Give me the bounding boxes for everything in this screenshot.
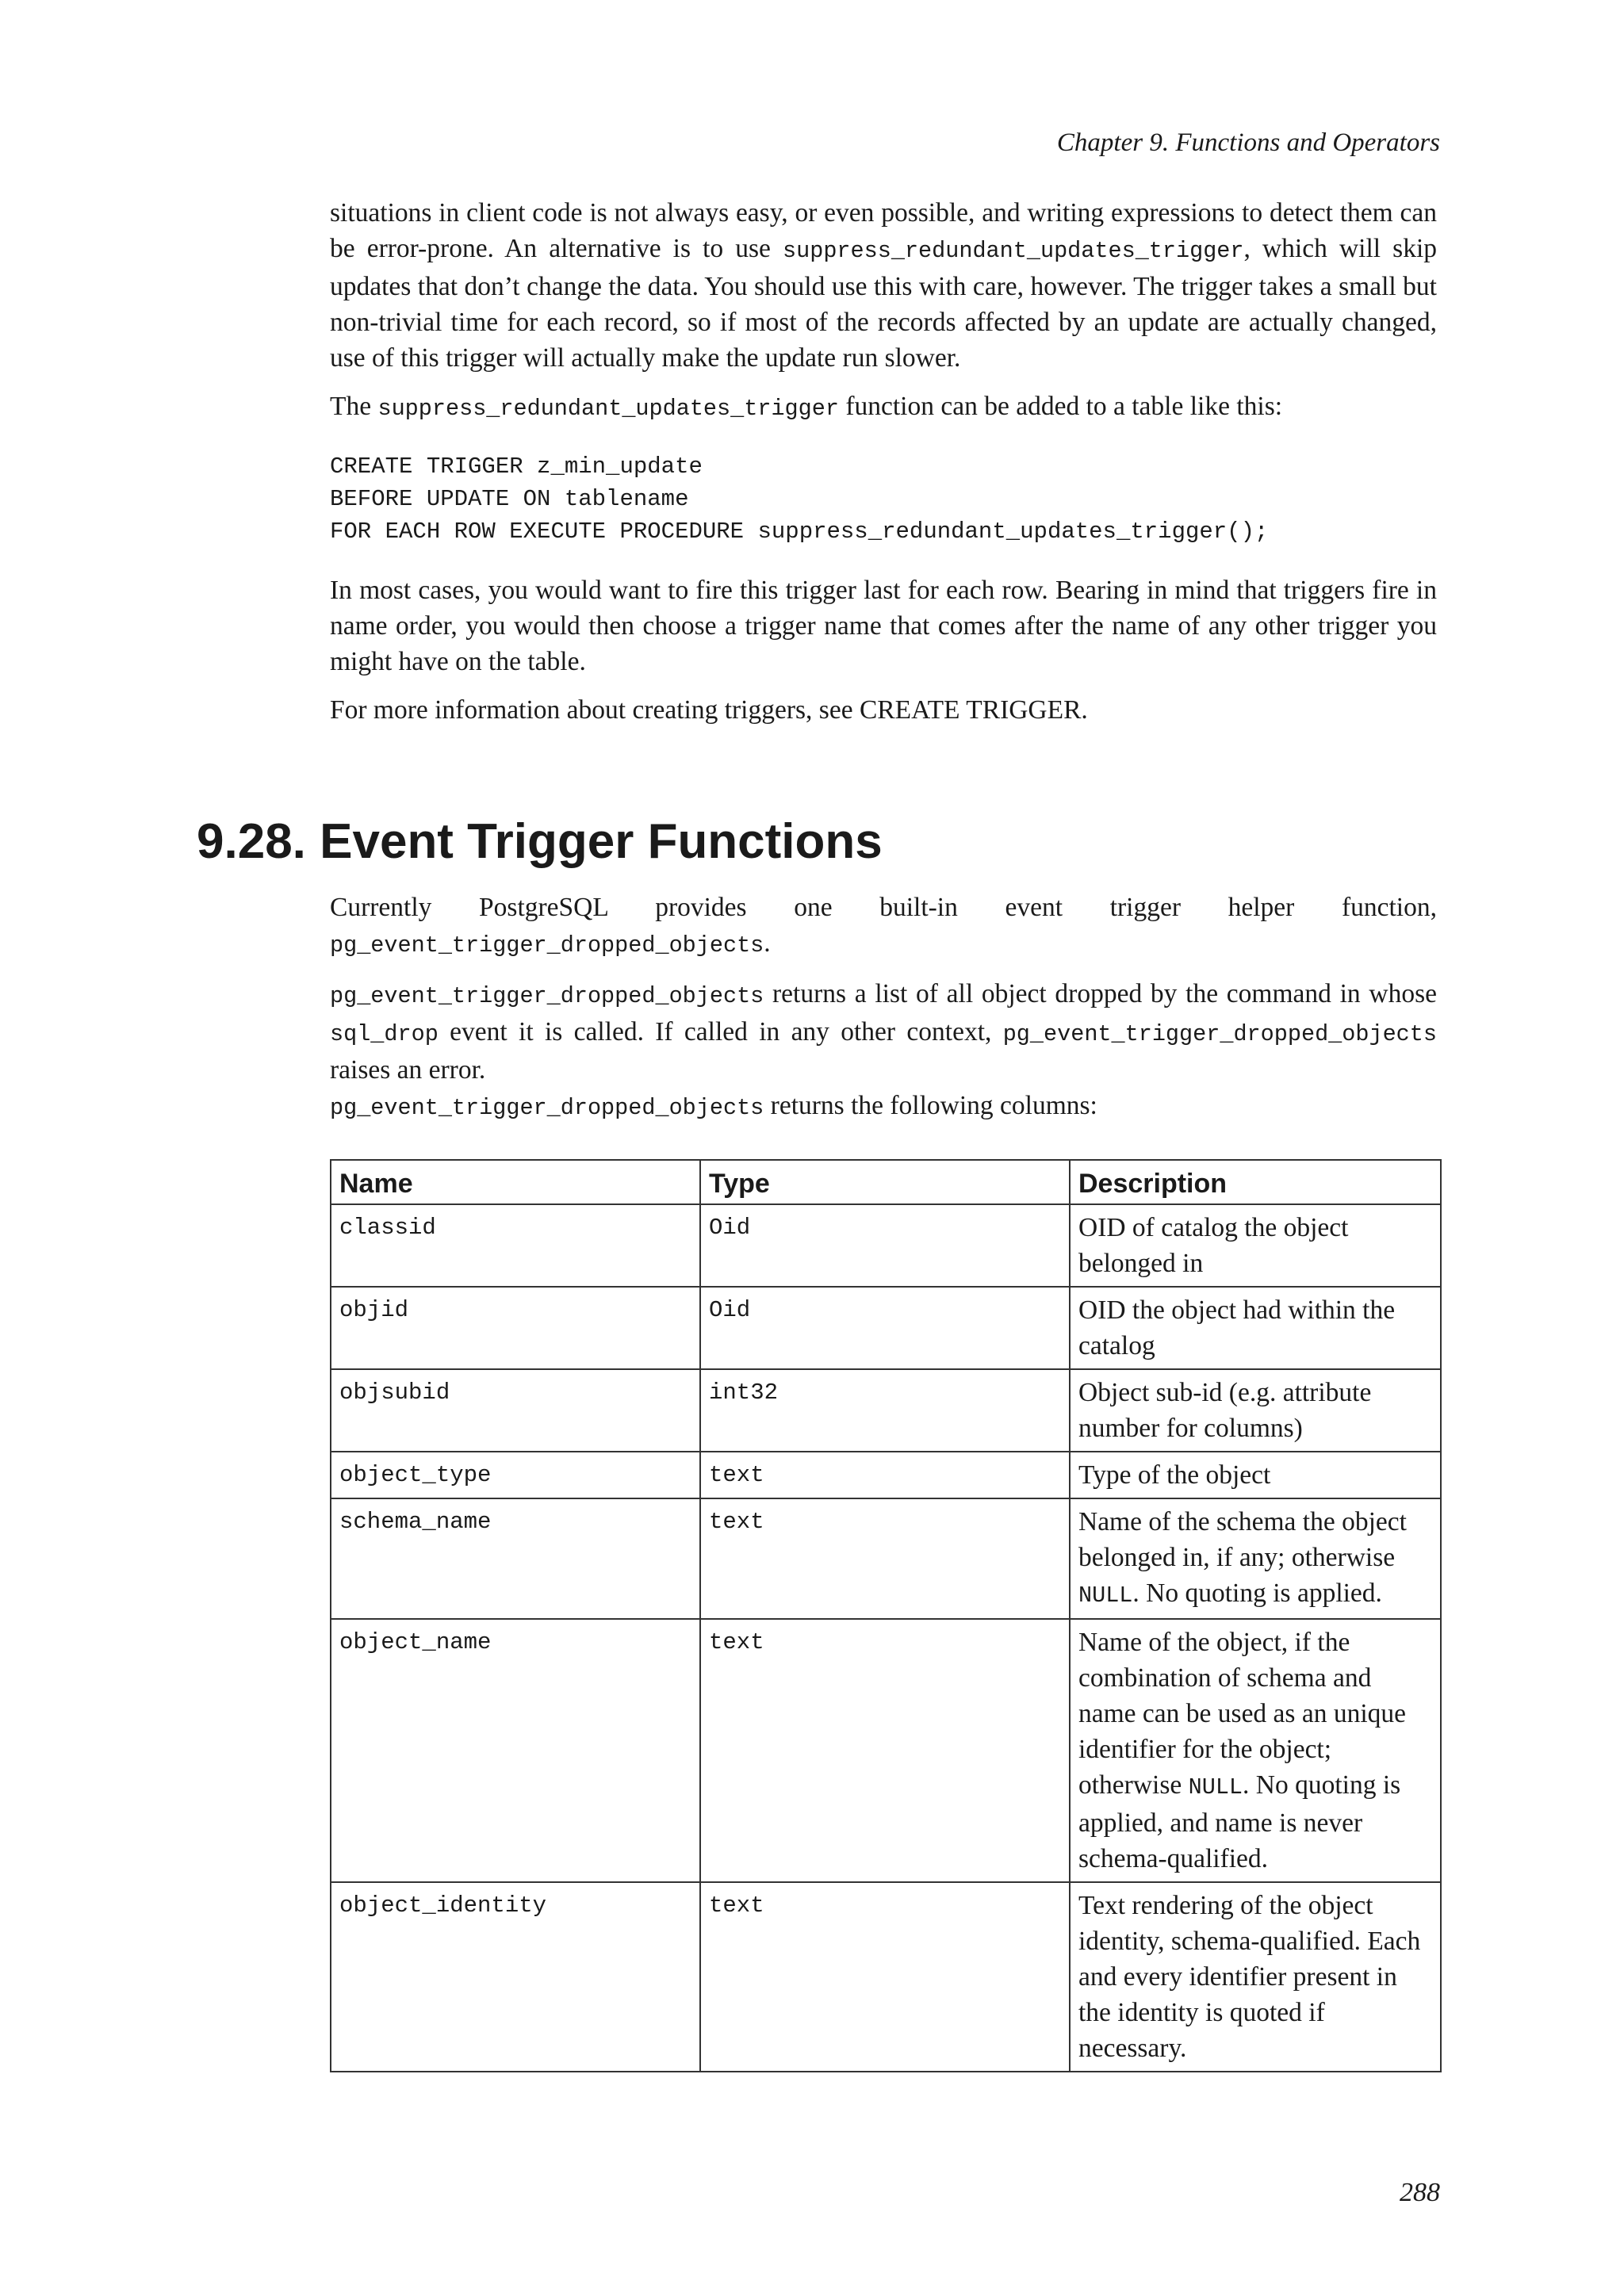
table-row [331, 1369, 1441, 1452]
text-run: Currently PostgreSQL provides one built-in event trigger helper function, [330, 893, 1437, 922]
table-row [331, 1287, 1441, 1369]
table-row [331, 1204, 1441, 1287]
text-run: . No quoting is applied. [1132, 1578, 1382, 1608]
inline-code: pg_event_trigger_dropped_objects [330, 983, 764, 1009]
cell-type: Oid [700, 1204, 1070, 1287]
inline-code: NULL [1078, 1582, 1133, 1609]
paragraph [330, 195, 1437, 376]
code-line: CREATE TRIGGER z_min_update [330, 453, 703, 480]
paragraph [330, 890, 1437, 963]
text-run: event it is called. If called in any other context, [438, 1017, 1003, 1047]
text-run: Name of the object, if the combination of schema and name can be used as an unique identifier for the object; otherwise [1078, 1628, 1407, 1800]
intro-text [330, 195, 1437, 427]
cell-description [1070, 1498, 1441, 1619]
cell-name: object_name [331, 1619, 700, 1882]
column-header-description: Description [1070, 1160, 1441, 1204]
text-run: returns the following columns: [764, 1091, 1097, 1120]
code-block [330, 450, 1268, 548]
text-run: Name of the schema the object belonged in, if any; otherwise [1078, 1507, 1407, 1572]
cell-name: schema_name [331, 1498, 700, 1619]
cell-name: classid [331, 1204, 700, 1287]
text-run: function can be added to a table like this: [838, 392, 1283, 421]
text-run: raises an error. [330, 1055, 486, 1085]
inline-code: pg_event_trigger_dropped_objects [1002, 1021, 1437, 1047]
section-text [330, 890, 1437, 1126]
table-row [331, 1619, 1441, 1882]
table-row [331, 1452, 1441, 1498]
paragraph [330, 976, 1437, 1126]
text-run: . [764, 928, 771, 958]
inline-code: suppress_redundant_updates_trigger [377, 396, 839, 422]
paragraph: For more information about creating triggers, see CREATE TRIGGER. [330, 695, 1088, 725]
cell-type: int32 [700, 1369, 1070, 1452]
table-row [331, 1498, 1441, 1619]
text-run: The [330, 392, 378, 421]
page-number: 288 [1400, 2178, 1440, 2207]
cell-name: object_type [331, 1452, 700, 1498]
table-header-row [331, 1160, 1441, 1204]
cell-description: OID of catalog the object belonged in [1070, 1204, 1441, 1287]
cell-description: Object sub-id (e.g. attribute number for columns) [1070, 1369, 1441, 1452]
code-line: FOR EACH ROW EXECUTE PROCEDURE suppress_redundant_updates_trigger(); [330, 519, 1269, 545]
columns-table [330, 1159, 1442, 2072]
text-run: . No quoting is applied, and name is never schema-qualified. [1078, 1770, 1401, 1873]
inline-code: pg_event_trigger_dropped_objects [330, 932, 764, 959]
inline-code: NULL [1188, 1774, 1243, 1800]
text-run: returns a list of all object dropped by the command in whose [764, 979, 1437, 1008]
column-header-name: Name [331, 1160, 700, 1204]
cell-type: text [700, 1452, 1070, 1498]
paragraph [330, 388, 1437, 427]
cell-name: object_identity [331, 1882, 700, 2072]
column-header-type: Type [700, 1160, 1070, 1204]
text-run: , which will skip updates that don’t change the data. You should use this with care, however. The trigger takes a small but non-trivial time for each record, so if most of the records affected by an update are actually changed, use of this trigger will actually make the update run slower. [330, 234, 1437, 373]
cell-description: Type of the object [1070, 1452, 1441, 1498]
after-code-text [330, 572, 1437, 728]
cell-name: objsubid [331, 1369, 700, 1452]
inline-code: sql_drop [330, 1021, 439, 1047]
cell-type: text [700, 1882, 1070, 2072]
cell-type: text [700, 1498, 1070, 1619]
cell-description: OID the object had within the catalog [1070, 1287, 1441, 1369]
inline-code: pg_event_trigger_dropped_objects [330, 1095, 764, 1121]
cell-description: Text rendering of the object identity, schema-qualified. Each and every identifier present in the identity is quoted if necessary. [1070, 1882, 1441, 2072]
inline-code: suppress_redundant_updates_trigger [783, 238, 1244, 264]
table-row [331, 1882, 1441, 2072]
section-heading: 9.28. Event Trigger Functions [197, 814, 883, 869]
text-run: situations in client code is not always easy, or even possible, and writing expressions to detect them can be error-prone. An alternative is to use [330, 198, 1437, 263]
running-header: Chapter 9. Functions and Operators [1056, 128, 1440, 157]
cell-type: Oid [700, 1287, 1070, 1369]
cell-type: text [700, 1619, 1070, 1882]
paragraph: In most cases, you would want to fire this trigger last for each row. Bearing in mind that triggers fire in name order, you would then choose a trigger name that comes after the name of any other trigger you might have on the table. [330, 576, 1437, 676]
code-line: BEFORE UPDATE ON tablename [330, 486, 689, 512]
cell-name: objid [331, 1287, 700, 1369]
cell-description [1070, 1619, 1441, 1882]
